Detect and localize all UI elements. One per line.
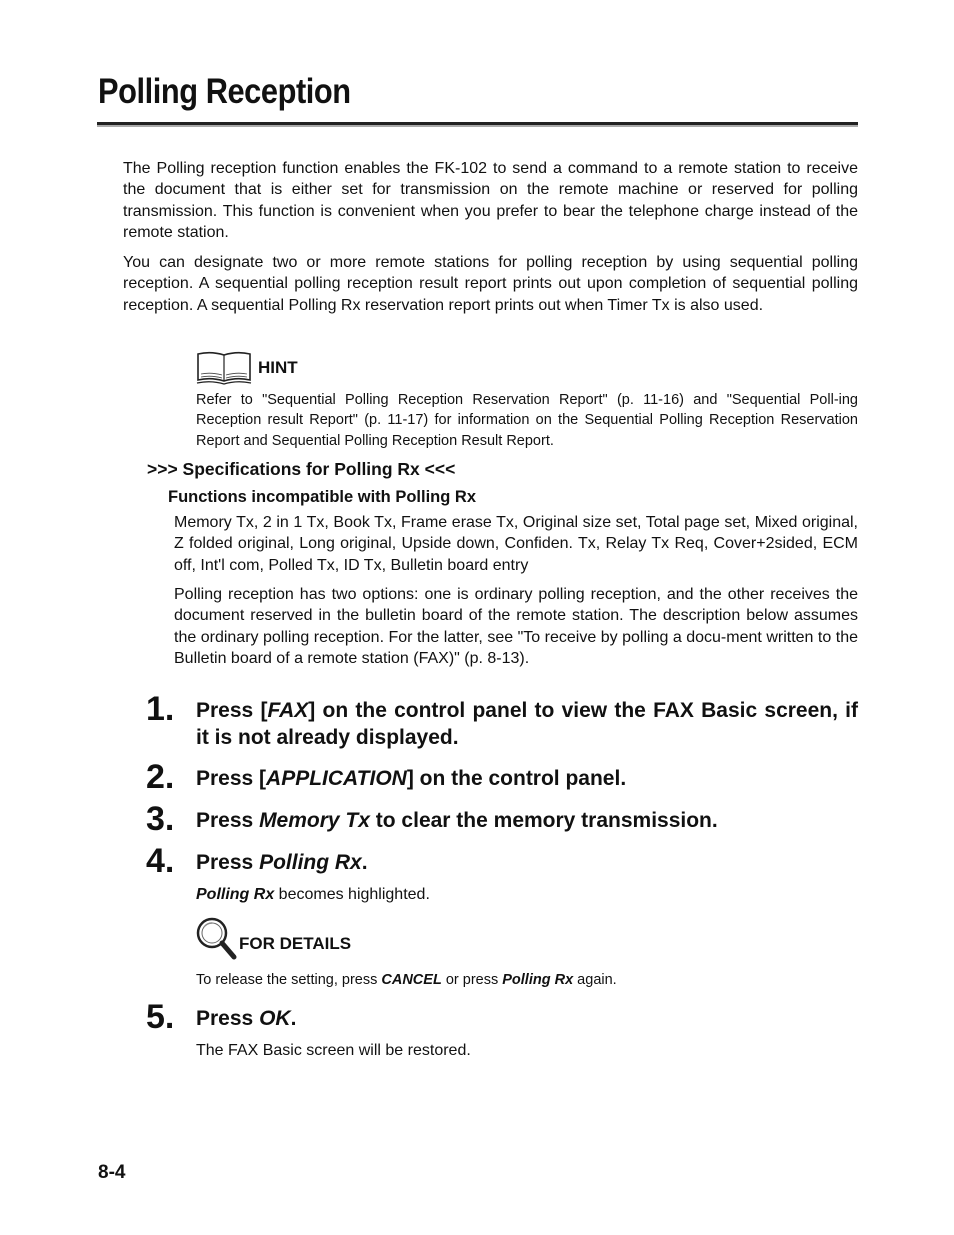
for-details-label: FOR DETAILS [239,934,352,953]
intro-paragraph-1: The Polling reception function enables the FK-102 to send a command to a remote station to receive the document that is either set for transmission on the remote machine or reserved for polling transmission. This function is convenient when you prefer to bear the telephone charge instead of the remote station. [123,160,858,241]
title-rule [97,122,858,127]
step-5-text: Press OK. [196,1007,297,1030]
for-details-text: To release the setting, press CANCEL or press Polling Rx again. [196,972,617,988]
intro-paragraph-2: You can designate two or more remote stations for polling reception by using sequential polling reception. A sequential polling reception result report prints out upon completion of sequential polling reception. A sequential Polling Rx reservation report prints out when Timer Tx is also used. [123,254,858,314]
incompatible-heading: Functions incompatible with Polling Rx [168,488,477,506]
step-3-text: Press Memory Tx to clear the memory transmission. [196,809,718,832]
hint-label: HINT [258,358,298,377]
step-4-text: Press Polling Rx. [196,851,368,874]
step-number: 4. [146,842,175,880]
incompatible-functions-text: Memory Tx, 2 in 1 Tx, Book Tx, Frame erase Tx, Original size set, Total page set, Mixed original, Z folded original, Long original, Upside down, Confiden. Tx, Relay Tx Req, Cover+2sided, ECM off, Int'l com, Polled Tx, ID Tx, Bulletin board entry [174,514,858,574]
specs-heading: >>> Specifications for Polling Rx <<< [147,459,456,479]
hint-text: Refer to "Sequential Polling Reception Reservation Report" (p. 11-16) and "Sequential Poll-ing Reception result Report" (p. 11-17) for information on the Sequential Polling Reception Reservation Report and Sequential Polling Reception Result Report. [196,392,858,449]
open-book-icon [195,350,253,386]
page-number: 8-4 [98,1162,126,1183]
step-1-text: Press [FAX] on the control panel to view the FAX Basic screen, if it is not already displayed. [196,699,858,749]
step-number: 3. [146,800,175,838]
step-5-note: The FAX Basic screen will be restored. [196,1042,471,1059]
step-4-note: Polling Rx becomes highlighted. [196,886,430,903]
polling-options-text: Polling reception has two options: one is ordinary polling reception, and the other receives the document reserved in the bulletin board of the remote station. The description below assumes the ordinary polling reception. For the latter, see "To receive by polling a docu-ment written to the Bulletin board of a remote station (FAX)" (p. 8-13). [174,586,858,667]
step-2-text: Press [APPLICATION] on the control panel. [196,767,627,790]
polling-rx-key: Polling Rx [259,851,362,874]
step-number: 5. [146,998,175,1036]
fax-key: FAX [267,699,309,722]
memory-tx-key: Memory Tx [259,809,370,832]
step-number: 2. [146,758,175,796]
step-number: 1. [146,690,175,728]
application-key: APPLICATION [266,767,407,790]
ok-key: OK [259,1007,291,1030]
page-title: Polling Reception [98,72,351,111]
magnifier-icon [194,916,240,962]
